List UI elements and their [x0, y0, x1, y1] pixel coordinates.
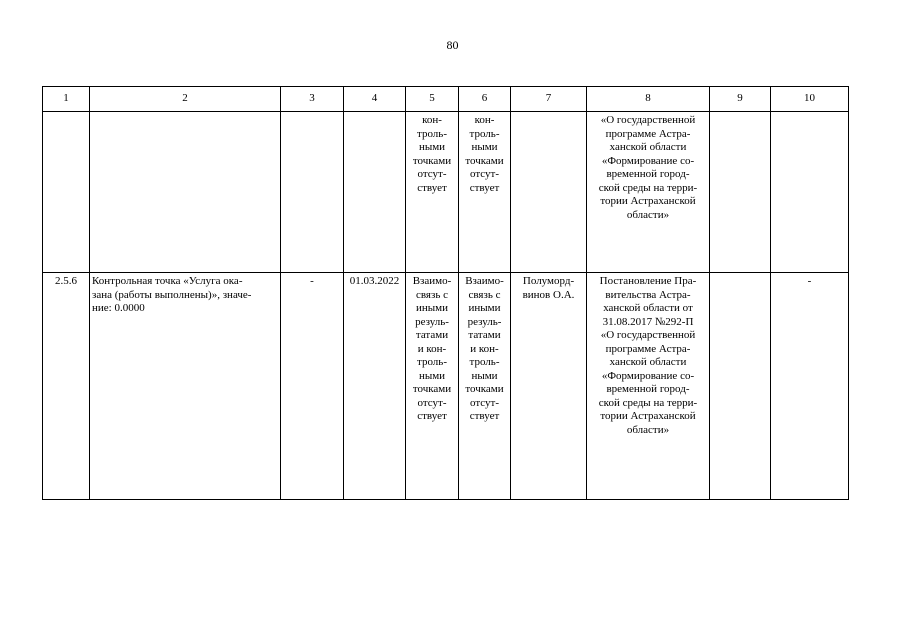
header-cell: 4	[344, 87, 406, 112]
table-cell	[281, 112, 344, 273]
header-cell: 5	[406, 87, 459, 112]
description-cell	[90, 112, 281, 273]
document-cell: Постановление Пра- вительства Астра- ханской области от 31.08.2017 №292-П «О государственной программе Астра- ханской области «Формирование со- временной город- ской среды на терри- тории Астраханской области»	[587, 273, 710, 500]
header-cell: 7	[511, 87, 587, 112]
row-number-cell	[43, 112, 90, 273]
relation-cell: Взаимо- связь с иными резуль- татами и кон- троль- ными точками отсут- ствует	[459, 273, 511, 500]
header-cell: 6	[459, 87, 511, 112]
document-cell: «О государственной программе Астра- ханской области «Формирование со- временной город- ской среды на терри- тории Астраханской области»	[587, 112, 710, 273]
data-table	[42, 86, 849, 500]
header-cell: 8	[587, 87, 710, 112]
table-cell	[710, 273, 771, 500]
relation-cell: кон- троль- ными точками отсут- ствует	[459, 112, 511, 273]
row-number-cell: 2.5.6	[43, 273, 90, 500]
table-cell: -	[771, 273, 849, 500]
responsible-cell: Полуморд- винов О.А.	[511, 273, 587, 500]
header-cell: 3	[281, 87, 344, 112]
relation-cell: кон- троль- ными точками отсут- ствует	[406, 112, 459, 273]
table-row	[43, 112, 849, 273]
header-cell: 9	[710, 87, 771, 112]
page-number: 80	[446, 38, 459, 52]
table-row	[43, 273, 849, 500]
table-cell	[771, 112, 849, 273]
header-row	[43, 87, 849, 112]
date-cell	[344, 112, 406, 273]
header-cell: 10	[771, 87, 849, 112]
date-cell: 01.03.2022	[344, 273, 406, 500]
table-cell	[710, 112, 771, 273]
table-cell: -	[281, 273, 344, 500]
relation-cell: Взаимо- связь с иными резуль- татами и кон- троль- ными точками отсут- ствует	[406, 273, 459, 500]
header-cell: 1	[43, 87, 90, 112]
responsible-cell	[511, 112, 587, 273]
header-cell: 2	[90, 87, 281, 112]
description-cell: Контрольная точка «Услуга ока- зана (работы выполнены)», значе- ние: 0.0000	[90, 273, 281, 500]
